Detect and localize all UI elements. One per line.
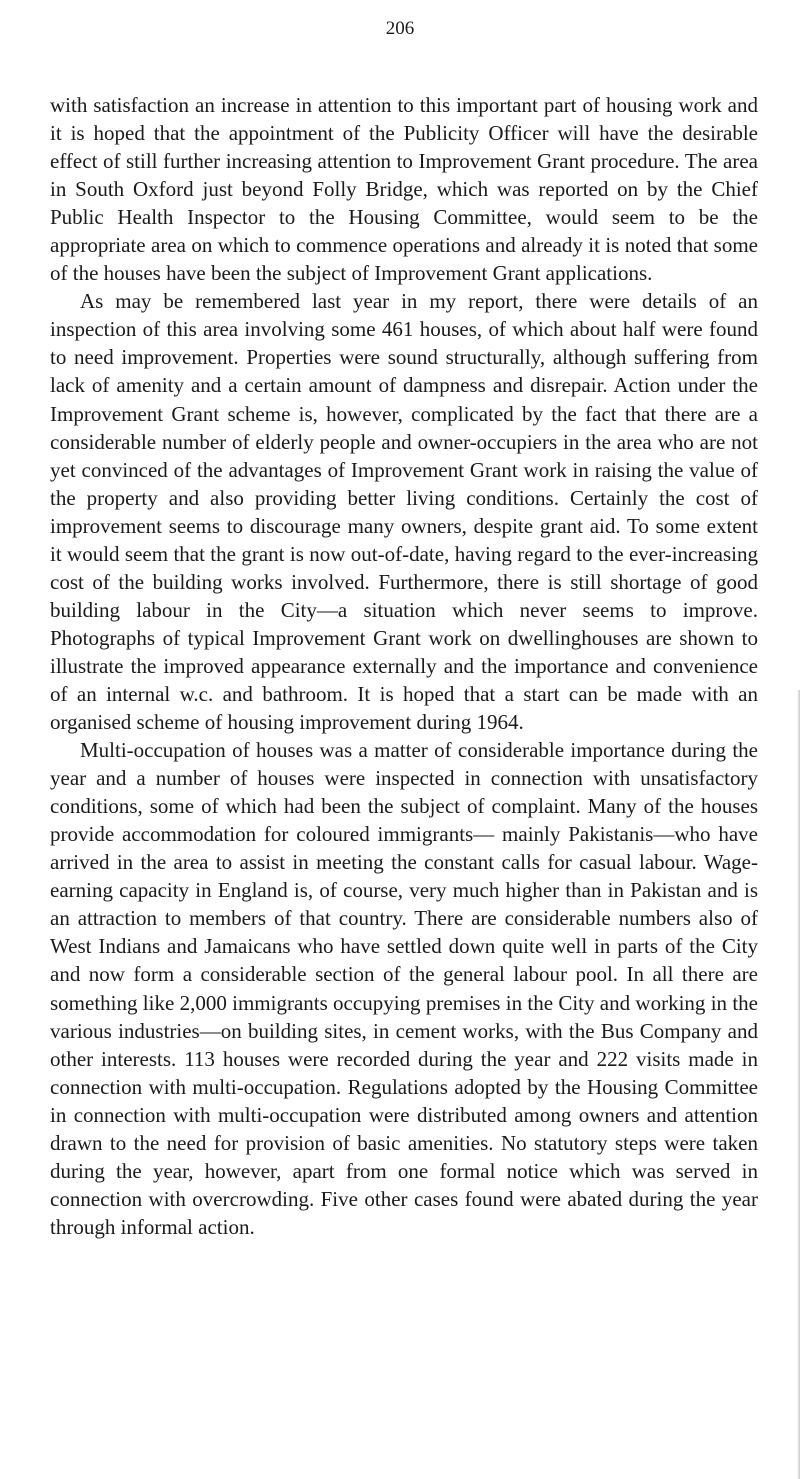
page-number: 206 [385, 18, 415, 39]
body-text [50, 91, 758, 1241]
paragraph-3: Multi-occupation of houses was a matter of considerable importance during the year and a number of houses were inspected in connection with unsatisfactory conditions, some of which had been the subject of complaint. Many of the houses provide accommodation for coloured immigrants— mainly Pakistanis—who have arrived in the area to assist in meeting the constant calls for casual labour. Wage-earning capacity in England is, of course, very much higher than in Pakistan and is an attraction to members of that country. There are considerable numbers also of West Indians and Jamaicans who have settled down quite well in parts of the City and now form a considerable section of the general labour pool. In all there are something like 2,000 immigrants occupying premises in the City and working in the various industries—on building sites, in cement works, with the Bus Company and other interests. 113 houses were recorded during the year and 222 visits made in connection with multi-occupation. Regulations adopted by the Housing Committee in connection with multi-occupation were distributed among owners and attention drawn to the need for provision of basic amenities. No statutory steps were taken during the year, however, apart from one formal notice which was served in connection with overcrowding. Five other cases found were abated during the year through informal action. [50, 738, 758, 1239]
paragraph-2: As may be remembered last year in my report, there were details of an inspection of this area involving some 461 houses, of which about half were found to need improvement. Properties were sound structurally, although suffering from lack of amenity and a certain amount of dampness and disrepair. Action under the Improvement Grant scheme is, however, complicated by the fact that there are a considerable number of elderly people and owner-occupiers in the area who are not yet convinced of the advantages of Improvement Grant work in raising the value of the property and also providing better living conditions. Certainly the cost of improvement seems to discourage many owners, despite grant aid. To some extent it would seem that the grant is now out-of-date, having regard to the ever-increasing cost of the building works involved. Furthermore, there is still shortage of good building labour in the City—a situation which never seems to improve. Photographs of typical Improvement Grant work on dwellinghouses are shown to illustrate the improved appearance externally and the importance and convenience of an internal w.c. and bathroom. It is hoped that a start can be made with an organised scheme of housing improvement during 1964. [50, 289, 758, 735]
paragraph-1: with satisfaction an increase in attention to this important part of housing work and it is hoped that the appointment of the Publicity Officer will have the desirable effect of still further increasing attention to Improvement Grant procedure. The area in South Oxford just beyond Folly Bridge, which was reported on by the Chief Public Health Inspector to the Housing Committee, would seem to be the appropriate area on which to commence operations and already it is noted that some of the houses have been the subject of Improvement Grant applications. [50, 93, 758, 286]
